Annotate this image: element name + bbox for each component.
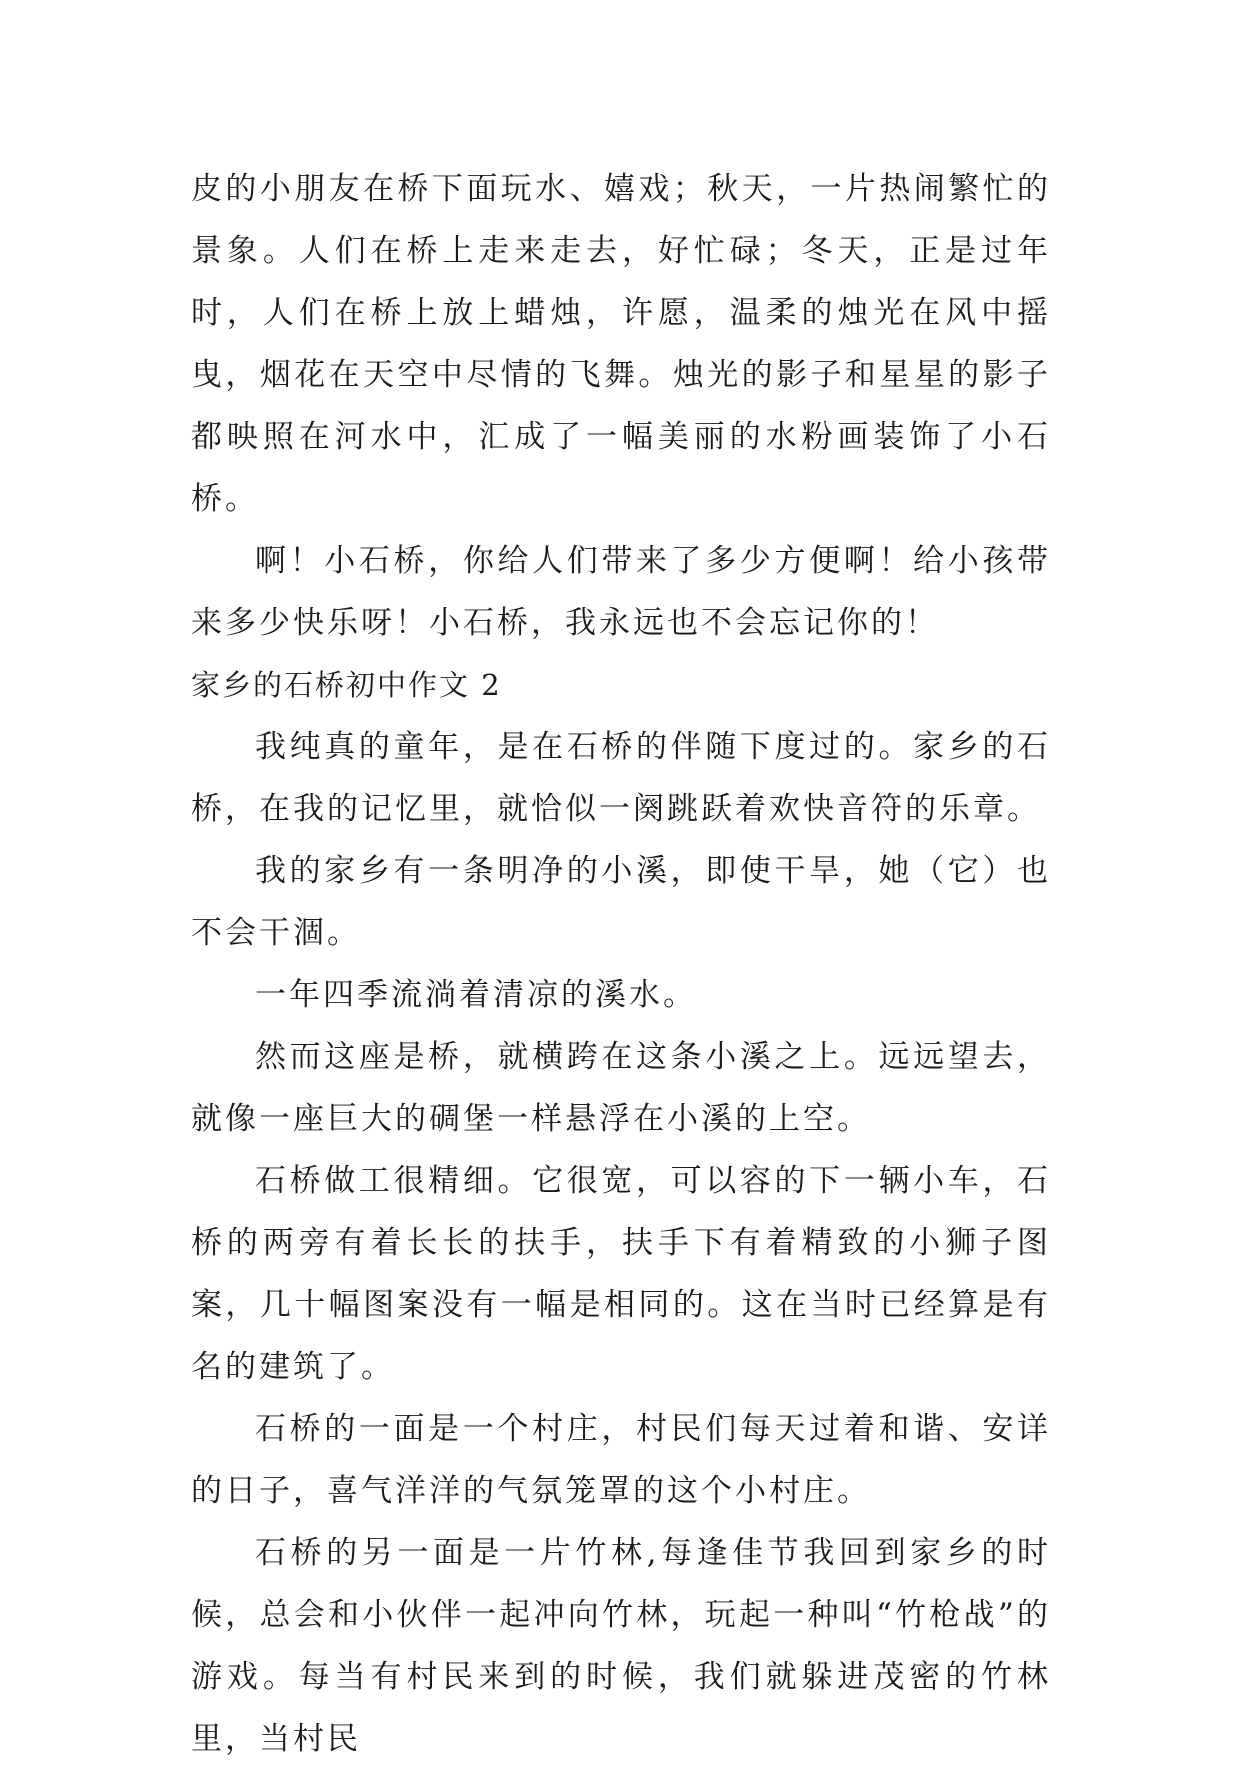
paragraph-continued: 皮的小朋友在桥下面玩水、嬉戏；秋天，一片热闹繁忙的景象。人们在桥上走来走去，好忙碌；冬天，正是过年时，人们在桥上放上蜡烛，许愿，温柔的烛光在风中摇曳，烟花在天空中尽情的飞舞。烛光的影子和星星的影子都映照在河水中，汇成了一幅美丽的水粉画装饰了小石桥。 [191, 171, 1051, 517]
paragraph: 一年四季流淌着清凉的溪水。 [255, 977, 697, 1013]
document-body [191, 158, 1051, 1770]
paragraph: 我的家乡有一条明净的小溪，即使干旱，她（它）也不会干涸。 [191, 853, 1051, 951]
section-heading: 家乡的石桥初中作文 2 [191, 668, 502, 702]
paragraph: 石桥做工很精细。它很宽，可以容的下一辆小车，石桥的两旁有着长长的扶手，扶手下有着精致的小狮子图案，几十幅图案没有一幅是相同的。这在当时已经算是有名的建筑了。 [191, 1163, 1051, 1385]
paragraph: 石桥的一面是一个村庄，村民们每天过着和谐、安详的日子，喜气洋洋的气氛笼罩的这个小村庄。 [191, 1411, 1051, 1509]
paragraph-exclamation: 啊！小石桥，你给人们带来了多少方便啊！给小孩带来多少快乐呀！小石桥，我永远也不会忘记你的！ [191, 543, 1051, 641]
paragraph: 石桥的另一面是一片竹林,每逢佳节我回到家乡的时候，总会和小伙伴一起冲向竹林，玩起一种叫“竹枪战”的游戏。每当有村民来到的时候，我们就躲进茂密的竹林里，当村民 [191, 1535, 1051, 1757]
paragraph: 然而这座是桥，就横跨在这条小溪之上。远远望去，就像一座巨大的碉堡一样悬浮在小溪的上空。 [191, 1039, 1051, 1137]
paragraph: 我纯真的童年，是在石桥的伴随下度过的。家乡的石桥，在我的记忆里，就恰似一阕跳跃着欢快音符的乐章。 [191, 729, 1051, 827]
